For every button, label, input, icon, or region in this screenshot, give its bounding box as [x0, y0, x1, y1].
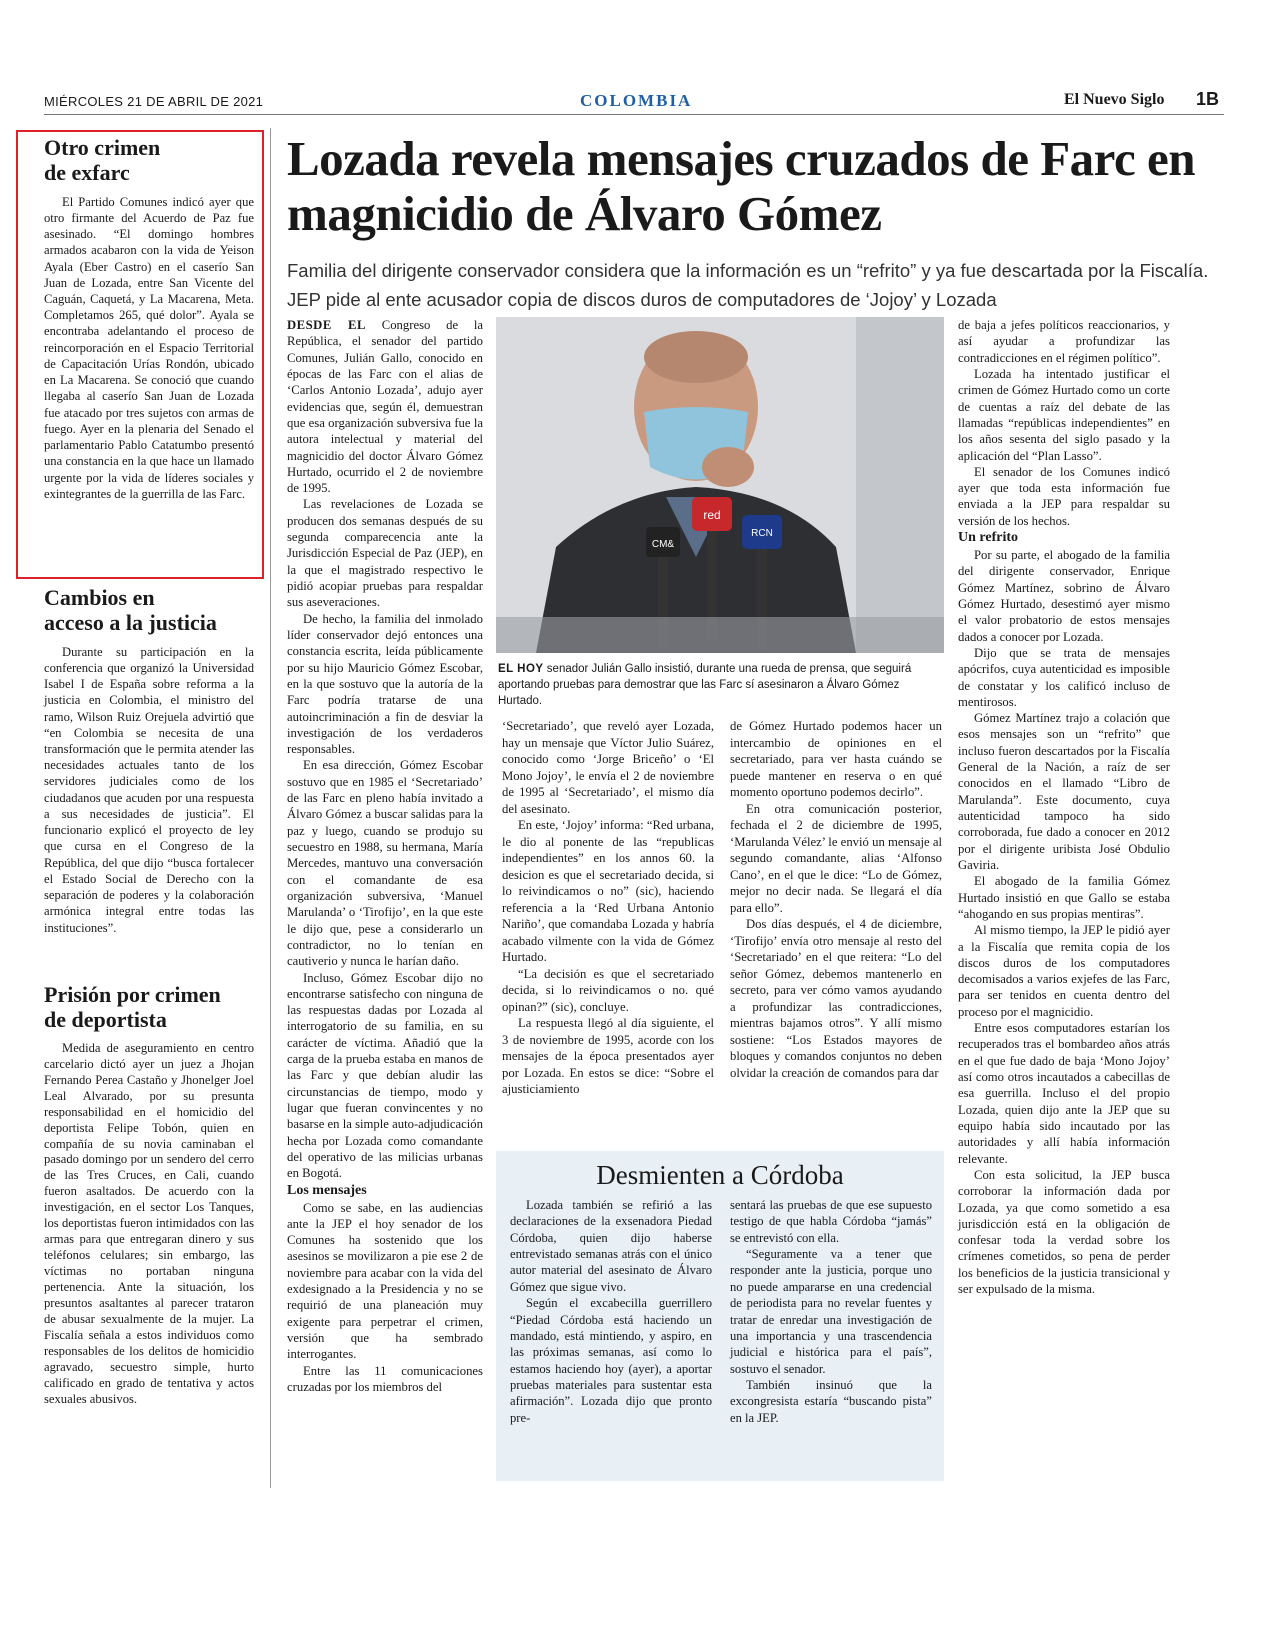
box-title: Desmienten a Córdoba — [596, 1160, 844, 1190]
paragraph: De hecho, la familia del inmolado líder conservador dejó entonces una constancia escrita, leída públicamente por su hijo Mauricio Gómez Escobar, en la que sostuvo que la autoría de la Farc podría tratarse de una autoincriminación a fin de desviar la investigación de los verdaderos responsables. — [287, 611, 483, 757]
section-name: COLOMBIA — [580, 91, 693, 110]
article-deck: Familia del dirigente conservador considera que la información es un “refrito” y ya fue descartada por la Fiscalía. JEP pide al ente acusador copia de discos duros de computadores de ‘Jojoy’ y Lozada — [287, 260, 1209, 310]
brief-title: Cambios en acceso a la justicia — [44, 585, 217, 636]
subheading: Los mensajes — [287, 1182, 367, 1198]
paragraph: En esa dirección, Gómez Escobar sostuvo que en 1985 el ‘Secretariado’ de las Farc en pleno había invitado a Álvaro Gómez a buscar salidas para la paz y luego, cuando se produjo su secuestro en 1988, su hermana, María Mercedes, mantuvo una conversación con el comandante de esa organización subversiva, ‘Manuel Marulanda’ o ‘Tirofijo’, en la que este le dijo que, pese a considerarlo un contradictor, no lo tenían en cautiverio y nunca le harían daño. — [287, 758, 483, 969]
paragraph: Dijo que se trata de mensajes apócrifos, cuya autenticidad es imposible de constatar y los calificó incluso de mentirosos. — [958, 645, 1170, 709]
photo-caption: EL HOY senador Julián Gallo insistió, durante una rueda de prensa, que seguirá aportando pruebas para demostrar que las Farc sí asesinaron a Álvaro Gómez Hurtado. — [498, 663, 912, 708]
mic-label: CM& — [651, 539, 675, 550]
subheading: Un refrito — [958, 530, 1018, 546]
paragraph: de baja a jefes políticos reaccionarios, y así ayudar a profundizar las contradicciones en el régimen político”. — [958, 318, 1170, 365]
brief-title: Prisión por crimen de deportista — [44, 982, 221, 1033]
paragraph: Incluso, Gómez Escobar dijo no encontrarse satisfecho con ninguna de las respuestas dadas por Lozada al interrogatorio de su familia, en su carácter de víctima. Añadió que la carga de la prueba estaba en manos de las Farc y que debían aludir las circunstancias de tiempo, modo y lugar que fueran convincentes y no basarse en la simple auto-adjudicación hecha por Lozada como comandante del operativo de las milicias urbanas en Bogotá. — [287, 970, 483, 1181]
brief-otro-crimen — [44, 135, 254, 502]
box-column-left — [510, 1197, 712, 1426]
paragraph: En este, ‘Jojoy’ informa: “Red urbana, le dio al ponente de las “republicas independientes” en los annos 60. la desicion es que el secretariado decida, si lo reivindicamos o no” (sic), haciendo referencia a la ‘Red Urbana Antonio Nariño’, que comandaba Lozada y habría acabado vilmente con la vida de Gómez Hurtado. — [502, 818, 714, 964]
paragraph: Según el excabecilla guerrillero “Piedad Córdoba está haciendo un mandado, está mintiendo, y aspiro, en las próximas semanas, así como lo estamos haciendo hoy (ayer), a aportar pruebas materiales para sustentar esta afirmación”. Lozada dijo que pronto pre- — [510, 1296, 712, 1425]
paragraph: Por su parte, el abogado de la familia del dirigente conservador, Enrique Gómez Martínez, sobrino de Álvaro Gómez Hurtado, desestimó ayer mismo el valor probatorio de estos mensajes dados a conocer por Lozada. — [958, 548, 1170, 644]
paragraph: ‘Secretariado’, que reveló ayer Lozada, hay un mensaje que Víctor Julio Suárez, conocido como ‘Jorge Briceño’ o ‘El Mono Jojoy’, le envía el 2 de noviembre de 1995 al ‘Secretariado’, el mismo día del asesinato. — [502, 719, 714, 816]
paragraph: El abogado de la familia Gómez Hurtado insistió en que Gallo se estaba “ahogando en sus propias mentiras”. — [958, 874, 1170, 921]
article-column-2 — [502, 718, 714, 1098]
paragraph: Las revelaciones de Lozada se producen dos semanas después de su segunda comparecencia ante la Jurisdicción Especial de Paz (JEP), en la que el magistrado respectivo le pidió acopiar pruebas para respaldar sus aseveraciones. — [287, 497, 483, 610]
paragraph: Dos días después, el 4 de diciembre, ‘Tirofijo’ envía otro mensaje al resto del ‘Secretariado’ en el que reitera: “Lo del señor Gómez, debemos mantenerlo en secreto, para ver cómo vamos ayudando a profundizar las contradicciones, mientras bajamos otros”. Y allí mismo sostiene: “Los Estados mayores de bloques y comandos conjuntos no deben olvidar la creación de comandos para dar — [730, 917, 942, 1080]
paragraph: El senador de los Comunes indicó ayer que toda esta información fue enviada a la JEP para respaldar su versión de los hechos. — [958, 464, 1170, 528]
page-number: 1B — [1196, 89, 1220, 109]
paragraph: Como se sabe, en las audiencias ante la JEP el hoy senador de los Comunes ha sostenido que los asesinos se movilizaron a pie ese 2 de noviembre para acabar con la vida del exdesignado a la Presidencia y no se requirió de una planeación muy exigente para perpetrar el crimen, versión que ha sembrado interrogantes. — [287, 1200, 483, 1362]
paragraph: “La decisión es que el secretariado decida, si lo reivindicamos o no. qué opinan?” (sic), concluye. — [502, 966, 714, 1014]
paragraph: También insinuó que la excongresista estaría “buscando pista” en la JEP. — [730, 1377, 932, 1425]
publication-name: El Nuevo Siglo — [1064, 91, 1165, 108]
box-column-right — [730, 1197, 932, 1426]
paragraph: sentará las pruebas de que ese supuesto testigo de que habla Córdoba “jamás” se entrevistó con ella. — [730, 1198, 932, 1245]
header-rule — [44, 114, 1224, 115]
paragraph: Entre esos computadores estarían los recuperados tras el bombardeo años atrás en el que fue dado de baja ‘Mono Jojoy’ así como otros incautados a cabecillas de esa guerrilla. Incluso el del propio Lozada, quien dijo ante la JEP que su equipo había sido incautado por las autoridades y allí había información relevante. — [958, 1021, 1170, 1166]
article-column-3 — [730, 718, 942, 1081]
press-conference-photo-icon — [496, 317, 944, 653]
article-column-1 — [287, 317, 483, 1395]
paragraph: “Seguramente va a tener que responder ante la justicia, porque uno no puede ampararse en una credencial de periodista para no revelar fuentes y tratar de enredar una investigación de una importancia y una trascendencia judicial e histórica para el país”, sostuvo el senador. — [730, 1247, 932, 1376]
brief-body: Medida de aseguramiento en centro carcelario dictó ayer un juez a Jhojan Fernando Perea Castaño y Jhonelger Joel Leal Alvarado, por su presunta responsabilidad en el homicidio del deportista Felipe Tobón, quien en compañía de su novia caminaban el pasado domingo por un sendero del cerro de las Tres Cruces, en Cali, cuando fueron asaltados. De acuerdo con la investigación, en el sector Los Tanques, los deportistas fueron intimidados con las armas para que entregaran dinero y sus teléfonos celulares; sin embargo, las víctimas no portaban ninguna pertenencia. Ante la situación, los presuntos asaltantes al parecer trataron de abusar sexualmente de la mujer. La Fiscalía señala a estos individuos como responsables de los delitos de homicidio agravado, secuestro simple, hurto calificado en grado de tentativa y actos sexuales abusivos. — [44, 1040, 254, 1407]
brief-body: Durante su participación en la conferencia que organizó la Universidad Isabel I de España sobre reforma a la justicia en Colombia, el ministro del ramo, Wilson Ruiz Orejuela advirtió que “en Colombia se necesita de una transformación que le permita atender las necesidades actuales tanto de los servidores judiciales como de los ciudadanos que acuden por una respuesta a sus necesidades de justicia”. El funcionario explicó el proyecto de ley que cursa en el Congreso de la República, del que dijo “busca fortalecer el Estado Social de Derecho con la separación de poderes y la colaboración armónica integral entre todas las instituciones”. — [44, 644, 254, 935]
paragraph: La respuesta llegó al día siguiente, el 3 de noviembre de 1995, acorde con los mensajes de la época presentados ayer por Lozada. En estos se dice: “Sobre el ajusticiamiento — [502, 1016, 714, 1096]
mic-label: RCN — [751, 528, 773, 539]
paragraph: Lozada también se refirió a las declaraciones de la exsenadora Piedad Córdoba, quien dijo haberse entrevistado semanas atrás con el único autor material del asesinato de Álvaro Gómez que sigue vivo. — [510, 1198, 712, 1294]
paragraph: En otra comunicación posterior, fechada el 2 de diciembre de 1995, ‘Marulanda Vélez’ le envió un mensaje al segundo comandante, alias ‘Alfonso Cano’, en el que le dice: “Lo de Gómez, mejor no decir nada. Se llegará el día para ello”. — [730, 801, 942, 915]
paragraph: Lozada ha intentado justificar el crimen de Gómez Hurtado como un corte de cuentas a raíz del debate de las llamadas “repúblicas independientes” en los años sesenta del siglo pasado y la aplicación del “Plan Lasso”. — [958, 366, 1170, 463]
article-headline: Lozada revela mensajes cruzados de Farc en magnicidio de Álvaro Gómez — [287, 131, 1196, 241]
article-column-4 — [958, 317, 1170, 1297]
brief-cambios-justicia — [44, 585, 254, 936]
paragraph: Entre las 11 comunicaciones cruzadas por los miembros del — [287, 1363, 483, 1394]
paragraph: Al mismo tiempo, la JEP le pidió ayer a la Fiscalía que remita copia de los discos duros de los computadores decomisados a varios exjefes de las Farc, para ser tenidos en cuenta dentro del proceso por el magnicidio. — [958, 923, 1170, 1019]
issue-date: MIÉRCOLES 21 DE ABRIL DE 2021 — [44, 94, 264, 109]
paragraph: DESDE EL Congreso de la República, el senador del partido Comunes, Julián Gallo, conocido en épocas de las Farc con el alias de ‘Carlos Antonio Lozada’, adujo ayer evidencias que, según él, demuestran que esa organización subversiva fue la autora intelectual y material del magnicidio del doctor Álvaro Gómez Hurtado, ocurrido el 2 de noviembre de 1995. — [287, 318, 483, 496]
paragraph: Con esta solicitud, la JEP busca corroborar la información dada por Lozada, ya que como sometido a esa jurisdicción está en la obligación de confesar toda la verdad sobre los crímenes cometidos, so pena de perder los beneficios de la justicia transicional y ser expulsado de la misma. — [958, 1167, 1170, 1297]
paragraph: de Gómez Hurtado podemos hacer un intercambio de opiniones en el secretariado, para ver hasta cuándo se puede mantener en reserva o en qué momento oportuno podemos decirlo”. — [730, 719, 942, 799]
column-divider — [270, 128, 271, 1488]
article-photo — [496, 317, 944, 653]
brief-prision-deportista — [44, 982, 254, 1408]
mic-label: red — [703, 508, 721, 522]
brief-body: El Partido Comunes indicó ayer que otro firmante del Acuerdo de Paz fue asesinado. “El domingo hombres armados acabaron con la vida de Yeison Ayala (Eber Castro) en el caserío San Juan de Lozada, entre San Vicente del Caguán, Caquetá, y La Macarena, Meta. Completamos 265, qué dolor”. Ayala se encontraba adelantando el proceso de reincorporación en el Espacio Territorial de Capacitación Urías Rondón, ubicado en La Macarena. Se conoció que cuando llegaba al caserío San Juan de Lozada fue atacado por tres sujetos con armas de fuego. Ayer en la plenaria del Senado el parlamentario Pablo Catatumbo presentó una constancia en la que hace un llamado urgente por la vida de líderes sociales y exintegrantes de la guerrilla de las Farc. — [44, 194, 254, 501]
paragraph: Gómez Martínez trajo a colación que esos mensajes son un “refrito” que incluso fueron descartados por la Fiscalía General de la Nación, a raíz de ser conocidos en el llamado “Libro de Marulanda”. Este documento, cuya autenticidad tampoco ha sido corroborada, fue dado a conocer en 2012 por el dirigente uribista José Obdulio Gaviria. — [958, 711, 1170, 872]
brief-title: Otro crimen de exfarc — [44, 135, 161, 186]
